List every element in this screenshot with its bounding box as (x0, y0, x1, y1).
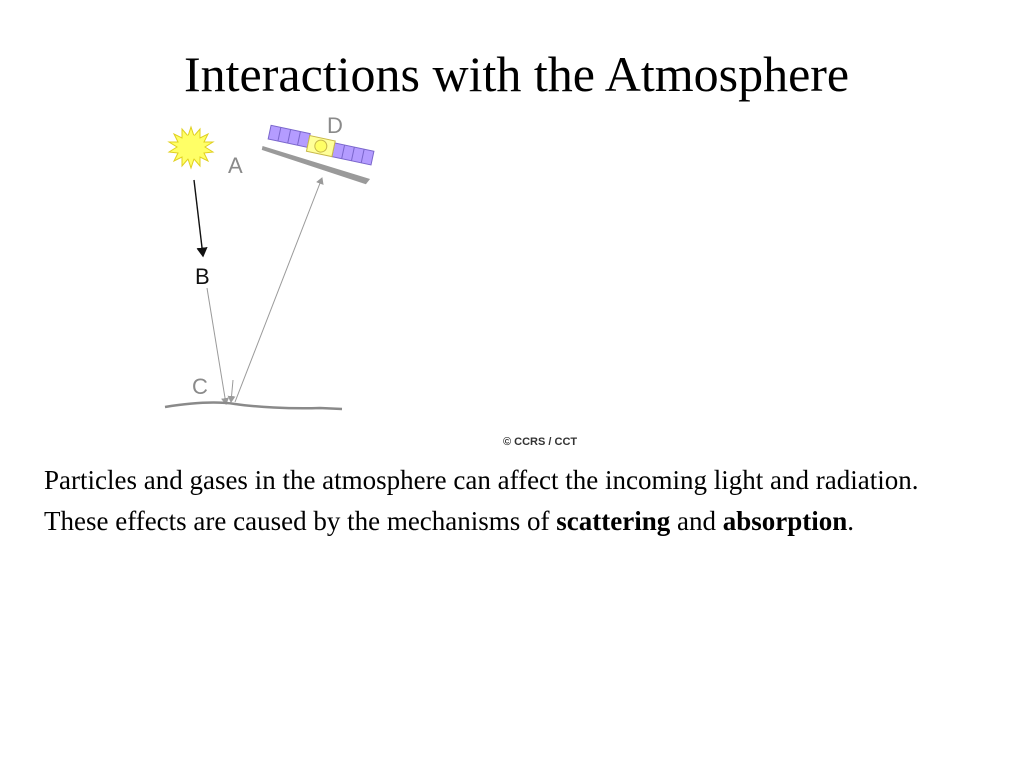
atmosphere-interaction-diagram (160, 110, 400, 420)
body-text-ending: . (847, 506, 855, 536)
body-paragraph (44, 460, 984, 542)
ground-surface (165, 403, 342, 409)
label-d: D (327, 113, 343, 138)
satellite-icon (259, 124, 376, 184)
reflected-ray (235, 178, 322, 402)
slide-title: Interactions with the Atmosphere (184, 46, 850, 102)
term-absorption: absorption (722, 506, 848, 536)
term-scattering: scattering (556, 506, 671, 536)
body-text-connector: and (670, 506, 723, 536)
label-c: C (192, 374, 208, 399)
label-a: A (228, 153, 243, 178)
label-b: B (195, 264, 210, 289)
image-credit: © CCRS / CCT (503, 436, 578, 448)
small-ray-c (231, 380, 233, 402)
incoming-ray-lower (207, 288, 226, 404)
sun-icon (169, 127, 213, 168)
body-text-part1: Particles and gases in the atmosphere can affect the incoming light and radiation. These effects are caused by the mechanisms of (44, 465, 919, 536)
incoming-ray-upper (194, 180, 203, 256)
